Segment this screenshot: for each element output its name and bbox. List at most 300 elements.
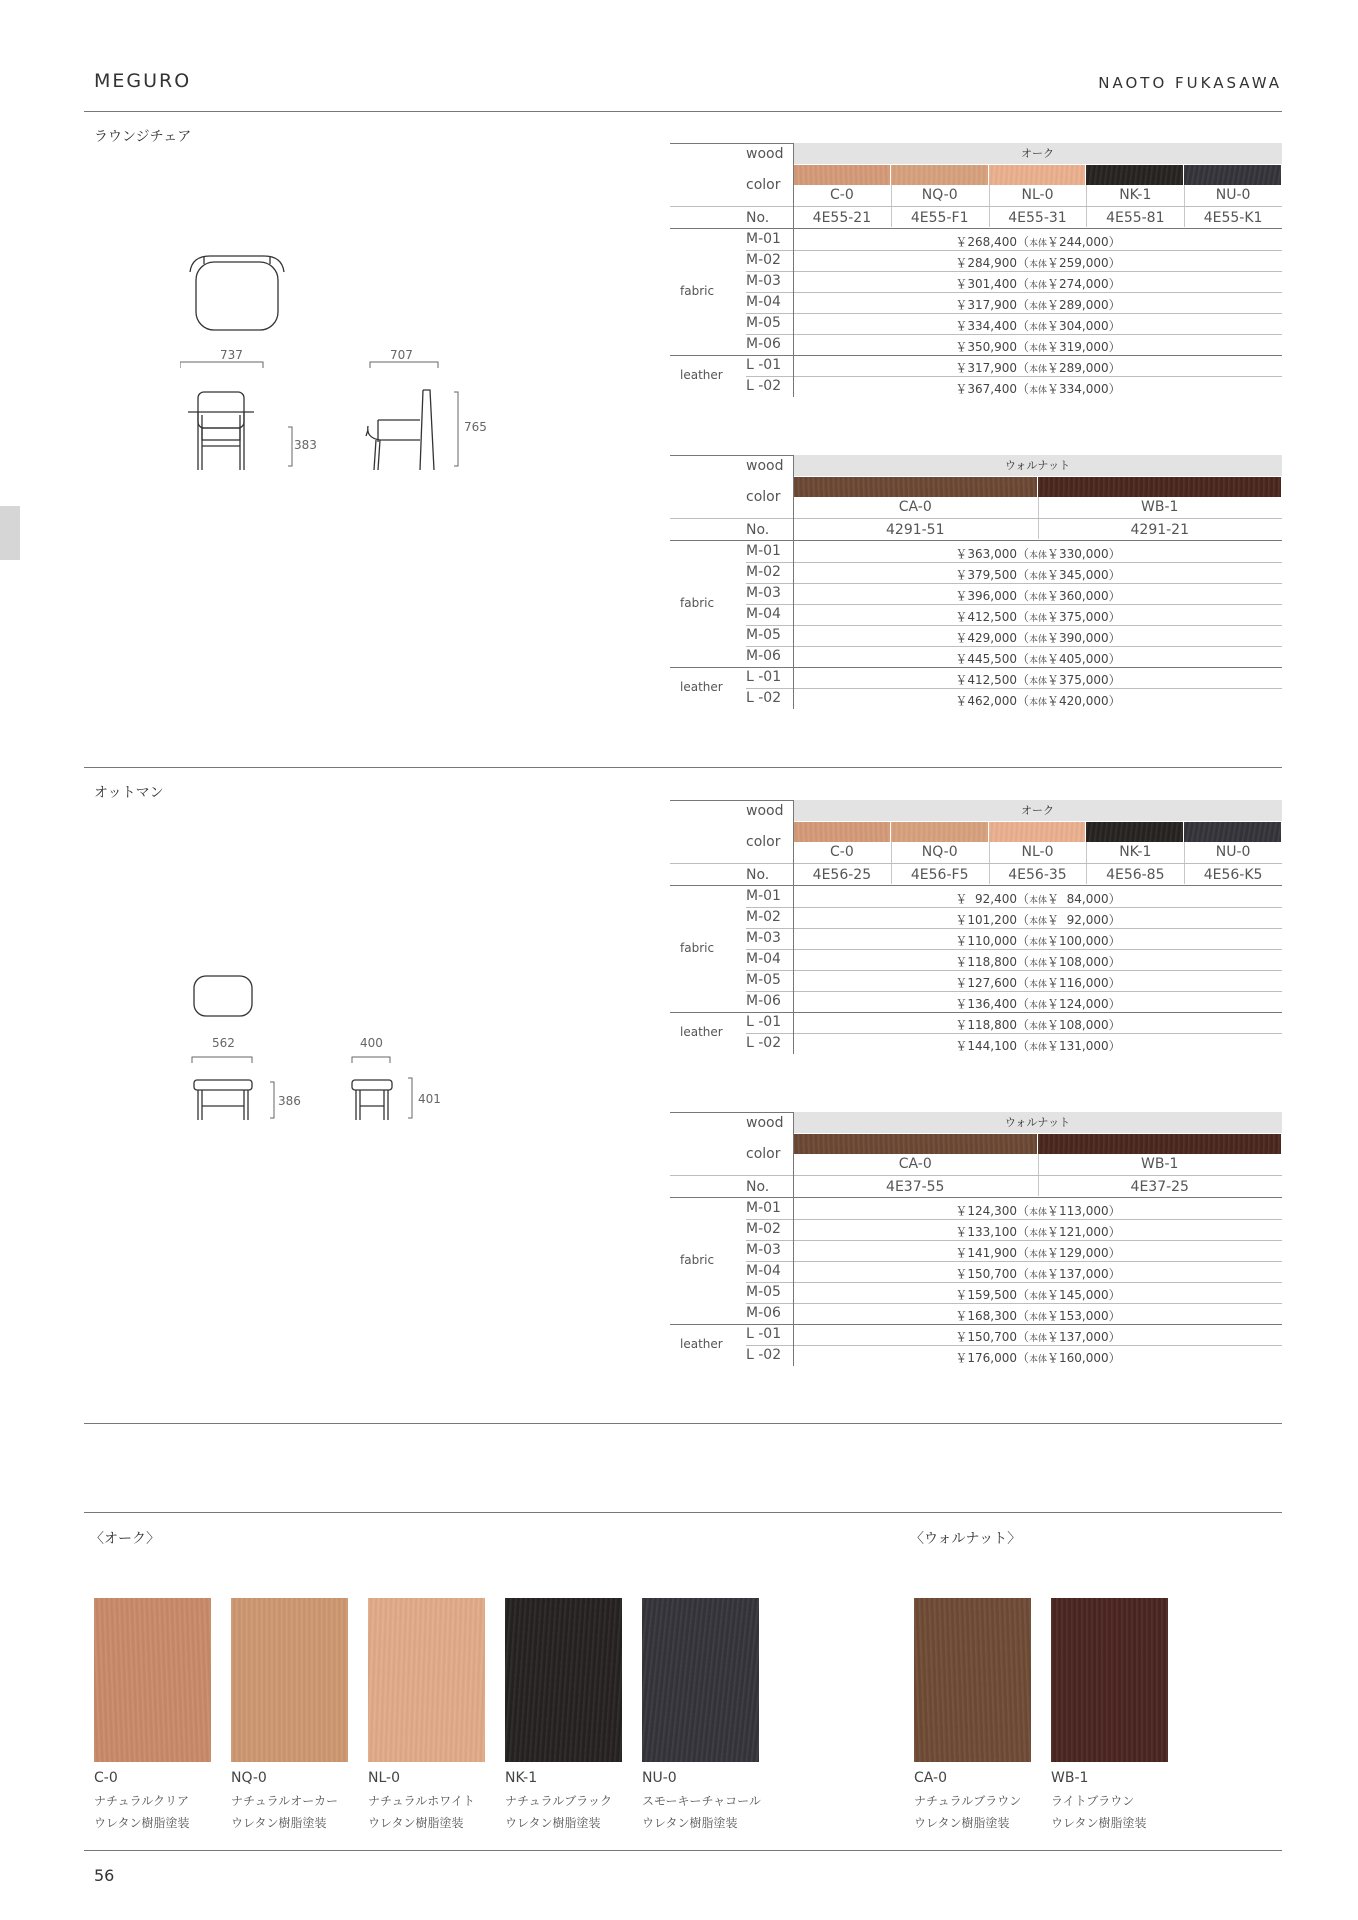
color-code: NK-1: [1119, 187, 1152, 203]
side-index-tab: [0, 506, 20, 560]
price-row: [670, 604, 1282, 625]
ottoman-title: オットマン: [94, 785, 164, 801]
grade-label: M-02: [746, 564, 781, 580]
footer-rule: [84, 1850, 1282, 1851]
price-value: [794, 338, 1282, 355]
wood-swatch-nu-0: [642, 1598, 759, 1762]
price-base: ￥160,000）: [1047, 1351, 1121, 1365]
color-code: C-0: [830, 187, 854, 203]
number-label: No.: [746, 210, 770, 226]
wood-swatch-wb-1: [1051, 1598, 1168, 1762]
tax-note: 本体: [1028, 896, 1047, 906]
grade-label: M-04: [746, 294, 781, 310]
walnut-swatch-title: 〈ウォルナット〉: [910, 1531, 1022, 1547]
price-incl-tax: ￥124,300（: [955, 1204, 1029, 1218]
price-incl-tax: ￥396,000（: [955, 589, 1029, 603]
product-number: 4291-51: [886, 522, 945, 538]
price-row: [670, 271, 1282, 292]
price-base: ￥375,000）: [1047, 610, 1121, 624]
grade-label: L -02: [746, 378, 782, 394]
tax-note: 本体: [1028, 1334, 1047, 1344]
price-value: [794, 890, 1282, 907]
swatch-code: NK-1: [505, 1770, 538, 1786]
swatch-code: CA-0: [914, 1770, 948, 1786]
chair-side-view-icon: [366, 362, 438, 470]
tax-note: 本体: [1028, 1292, 1047, 1302]
price-row: [670, 646, 1282, 667]
ottoman-side-view-icon: [352, 1057, 392, 1120]
price-base: ￥129,000）: [1047, 1246, 1121, 1260]
price-incl-tax: ￥429,000（: [955, 631, 1029, 645]
price-row: [670, 1033, 1282, 1054]
row-rule: [670, 518, 1282, 519]
price-value: [794, 545, 1282, 562]
tax-note: 本体: [1028, 1271, 1047, 1281]
tax-note: 本体: [1028, 593, 1047, 603]
chair-top-view-icon: [190, 256, 284, 330]
price-incl-tax: ￥110,000（: [955, 934, 1029, 948]
price-value: [794, 317, 1282, 334]
price-base: ￥108,000）: [1047, 1018, 1121, 1032]
row-rule: [670, 1175, 1282, 1176]
grade-label: L -02: [746, 1347, 782, 1363]
color-strip-nl-0: [989, 822, 1086, 842]
tax-note: 本体: [1028, 917, 1047, 927]
color-strip-ca-0: [793, 1134, 1037, 1154]
swatch-code: NU-0: [642, 1770, 677, 1786]
price-value: [794, 1349, 1282, 1366]
price-incl-tax: ￥367,400（: [955, 382, 1029, 396]
price-incl-tax: ￥150,700（: [955, 1267, 1029, 1281]
swatch-name: ライトブラウン: [1051, 1794, 1135, 1808]
tax-note: 本体: [1028, 572, 1047, 582]
price-value: [794, 1037, 1282, 1054]
swatch-name: ナチュラルホワイト: [368, 1794, 475, 1808]
tax-note: 本体: [1028, 323, 1047, 333]
tax-note: 本体: [1028, 281, 1047, 291]
wood-name: オーク: [793, 800, 1282, 821]
price-base: ￥405,000）: [1047, 652, 1121, 666]
number-label: No.: [746, 522, 770, 538]
color-label: color: [746, 834, 781, 850]
price-incl-tax: ￥317,900（: [955, 298, 1029, 312]
price-incl-tax: ￥176,000（: [955, 1351, 1029, 1365]
grade-label: L -01: [746, 1326, 782, 1342]
tax-note: 本体: [1028, 938, 1047, 948]
color-strip-nu-0: [1184, 822, 1281, 842]
product-number: 4E56-K5: [1203, 867, 1263, 883]
wood-name: オーク: [793, 143, 1282, 164]
price-base: ￥390,000）: [1047, 631, 1121, 645]
swatch-name: ナチュラルオーカー: [231, 1794, 339, 1808]
leather-label: leather: [680, 1025, 723, 1039]
price-base: ￥289,000）: [1047, 361, 1121, 375]
price-base: ￥108,000）: [1047, 955, 1121, 969]
price-row: [670, 907, 1282, 928]
grade-label: M-06: [746, 648, 781, 664]
height-bracket: [454, 392, 458, 466]
header-rule: [84, 111, 1282, 112]
ottoman-dim-width: 562: [212, 1036, 235, 1050]
grade-label: M-03: [746, 585, 781, 601]
price-value: [794, 296, 1282, 313]
tax-note: 本体: [1028, 239, 1047, 249]
section-rule: [84, 767, 1282, 768]
price-base: ￥131,000）: [1047, 1039, 1121, 1053]
price-value: [794, 1016, 1282, 1033]
swatch-name: ナチュラルブラウン: [914, 1794, 1022, 1808]
grade-label: M-02: [746, 909, 781, 925]
grade-label: M-06: [746, 336, 781, 352]
swatch-code: NL-0: [368, 1770, 400, 1786]
color-strip-nu-0: [1184, 165, 1281, 185]
wood-swatch-nl-0: [368, 1598, 485, 1762]
price-incl-tax: ￥334,400（: [955, 319, 1029, 333]
price-base: ￥304,000）: [1047, 319, 1121, 333]
price-row: [670, 583, 1282, 604]
grade-label: M-05: [746, 1284, 781, 1300]
tax-note: 本体: [1028, 302, 1047, 312]
color-code: NQ-0: [921, 187, 958, 203]
color-code: NL-0: [1021, 187, 1054, 203]
price-incl-tax: ￥144,100（: [955, 1039, 1029, 1053]
price-base: ￥289,000）: [1047, 298, 1121, 312]
price-base: ￥375,000）: [1047, 673, 1121, 687]
tax-note: 本体: [1028, 614, 1047, 624]
color-label: color: [746, 177, 781, 193]
product-number: 4E55-81: [1106, 210, 1165, 226]
price-value: [794, 974, 1282, 991]
price-incl-tax: ￥118,800（: [955, 955, 1029, 969]
ottoman-dim-seat-height: 386: [278, 1094, 301, 1108]
price-incl-tax: ￥101,200（: [955, 913, 1029, 927]
tax-note: 本体: [1028, 1355, 1047, 1365]
price-base: ￥116,000）: [1047, 976, 1121, 990]
price-value: [794, 254, 1282, 271]
grade-label: M-05: [746, 315, 781, 331]
ottoman-front-view-icon: [192, 1057, 252, 1120]
tax-note: 本体: [1028, 1022, 1047, 1032]
wood-swatch-c-0: [94, 1598, 211, 1762]
lounge-chair-title: ラウンジチェア: [94, 129, 192, 145]
price-incl-tax: ￥118,800（: [955, 1018, 1029, 1032]
row-rule: [670, 206, 1282, 207]
grade-label: M-04: [746, 1263, 781, 1279]
price-base: ￥330,000）: [1047, 547, 1121, 561]
price-base: ￥ 92,000）: [1047, 913, 1121, 927]
ottoman-drawing: [180, 970, 460, 1130]
price-base: ￥ 84,000）: [1047, 892, 1121, 906]
wood-label: wood: [746, 146, 784, 162]
price-row: [670, 1345, 1282, 1366]
tax-note: 本体: [1028, 698, 1047, 708]
price-incl-tax: ￥133,100（: [955, 1225, 1029, 1239]
grade-label: M-06: [746, 1305, 781, 1321]
grade-label: M-02: [746, 252, 781, 268]
product-number: 4E55-31: [1008, 210, 1067, 226]
fabric-label: fabric: [680, 941, 715, 955]
price-incl-tax: ￥ 92,400（: [955, 892, 1029, 906]
price-base: ￥137,000）: [1047, 1267, 1121, 1281]
wood-swatch-nq-0: [231, 1598, 348, 1762]
leather-label: leather: [680, 1337, 723, 1351]
color-strip-nk-1: [1086, 165, 1183, 185]
price-row: [670, 229, 1282, 250]
price-incl-tax: ￥363,000（: [955, 547, 1029, 561]
price-value: [794, 1286, 1282, 1303]
grade-label: M-05: [746, 627, 781, 643]
label-divider: [793, 800, 794, 1054]
price-incl-tax: ￥159,500（: [955, 1288, 1029, 1302]
price-incl-tax: ￥379,500（: [955, 568, 1029, 582]
price-row: [670, 1303, 1282, 1324]
price-value: [794, 692, 1282, 709]
price-value: [794, 995, 1282, 1012]
grade-label: M-01: [746, 231, 781, 247]
product-number: 4E56-35: [1008, 867, 1067, 883]
color-label: color: [746, 1146, 781, 1162]
tax-note: 本体: [1028, 1313, 1047, 1323]
label-divider: [793, 455, 794, 709]
ottoman-height-bracket: [408, 1078, 412, 1118]
price-value: [794, 566, 1282, 583]
section-rule: [84, 1423, 1282, 1424]
price-row: [670, 250, 1282, 271]
tax-note: 本体: [1028, 365, 1047, 375]
price-incl-tax: ￥317,900（: [955, 361, 1029, 375]
price-incl-tax: ￥445,500（: [955, 652, 1029, 666]
price-base: ￥259,000）: [1047, 256, 1121, 270]
grade-label: M-02: [746, 1221, 781, 1237]
price-value: [794, 233, 1282, 250]
price-incl-tax: ￥168,300（: [955, 1309, 1029, 1323]
swatch-finish: ウレタン樹脂塗装: [368, 1816, 464, 1830]
price-row: [670, 376, 1282, 397]
price-row: [670, 541, 1282, 562]
price-row: [670, 970, 1282, 991]
price-incl-tax: ￥462,000（: [955, 694, 1029, 708]
tax-note: 本体: [1028, 635, 1047, 645]
price-value: [794, 1328, 1282, 1345]
swatch-rule: [84, 1512, 1282, 1513]
color-code: NU-0: [1215, 844, 1251, 860]
price-row: [670, 688, 1282, 709]
price-value: [794, 932, 1282, 949]
color-strip-c-0: [793, 165, 890, 185]
grade-label: M-06: [746, 993, 781, 1009]
price-value: [794, 911, 1282, 928]
price-value: [794, 587, 1282, 604]
leather-label: leather: [680, 368, 723, 382]
price-base: ￥420,000）: [1047, 694, 1121, 708]
tax-note: 本体: [1028, 1208, 1047, 1218]
price-base: ￥113,000）: [1047, 1204, 1121, 1218]
grade-label: L -01: [746, 1014, 782, 1030]
price-value: [794, 275, 1282, 292]
price-row: [670, 1219, 1282, 1240]
price-incl-tax: ￥412,500（: [955, 673, 1029, 687]
wood-swatch-ca-0: [914, 1598, 1031, 1762]
color-code: CA-0: [898, 1156, 932, 1172]
price-base: ￥360,000）: [1047, 589, 1121, 603]
price-base: ￥145,000）: [1047, 1288, 1121, 1302]
wood-label: wood: [746, 458, 784, 474]
color-strip-nk-1: [1086, 822, 1183, 842]
price-base: ￥274,000）: [1047, 277, 1121, 291]
ottoman-top-view-icon: [194, 976, 252, 1016]
price-base: ￥137,000）: [1047, 1330, 1121, 1344]
price-row: [670, 334, 1282, 355]
swatch-name: スモーキーチャコール: [642, 1794, 761, 1808]
price-row: [670, 292, 1282, 313]
grade-label: L -01: [746, 669, 782, 685]
price-incl-tax: ￥127,600（: [955, 976, 1029, 990]
price-row: [670, 1261, 1282, 1282]
tax-note: 本体: [1028, 1250, 1047, 1260]
label-divider: [793, 1112, 794, 1366]
price-row: [670, 1012, 1282, 1033]
series-title: MEGURO: [94, 70, 192, 92]
tax-note: 本体: [1028, 344, 1047, 354]
color-code: NK-1: [1119, 844, 1152, 860]
color-code: WB-1: [1141, 1156, 1179, 1172]
price-value: [794, 359, 1282, 376]
grade-label: M-03: [746, 930, 781, 946]
wood-label: wood: [746, 1115, 784, 1131]
wood-swatch-nk-1: [505, 1598, 622, 1762]
price-base: ￥244,000）: [1047, 235, 1121, 249]
tax-note: 本体: [1028, 1229, 1047, 1239]
color-label: color: [746, 489, 781, 505]
tax-note: 本体: [1028, 386, 1047, 396]
color-strip-nl-0: [989, 165, 1086, 185]
price-value: [794, 380, 1282, 397]
price-row: [670, 1282, 1282, 1303]
swatch-finish: ウレタン樹脂塗装: [94, 1816, 190, 1830]
color-strip-wb-1: [1038, 477, 1282, 497]
price-value: [794, 1265, 1282, 1282]
color-strip-nq-0: [891, 165, 988, 185]
tax-note: 本体: [1028, 980, 1047, 990]
grade-label: L -01: [746, 357, 782, 373]
oak-swatch-title: 〈オーク〉: [90, 1531, 160, 1547]
fabric-label: fabric: [680, 596, 715, 610]
grade-label: M-01: [746, 1200, 781, 1216]
color-code: C-0: [830, 844, 854, 860]
price-row: [670, 313, 1282, 334]
product-number: 4E56-F5: [910, 867, 969, 883]
dim-depth: 707: [390, 348, 413, 362]
swatch-code: NQ-0: [231, 1770, 267, 1786]
color-strip-wb-1: [1038, 1134, 1282, 1154]
price-base: ￥121,000）: [1047, 1225, 1121, 1239]
grade-label: M-04: [746, 606, 781, 622]
price-incl-tax: ￥350,900（: [955, 340, 1029, 354]
price-incl-tax: ￥301,400（: [955, 277, 1029, 291]
tax-note: 本体: [1028, 656, 1047, 666]
price-row: [670, 991, 1282, 1012]
price-row: [670, 667, 1282, 688]
price-base: ￥319,000）: [1047, 340, 1121, 354]
price-row: [670, 625, 1282, 646]
swatch-finish: ウレタン樹脂塗装: [642, 1816, 738, 1830]
price-base: ￥100,000）: [1047, 934, 1121, 948]
grade-label: M-01: [746, 543, 781, 559]
tax-note: 本体: [1028, 1043, 1047, 1053]
product-number: 4E55-K1: [1203, 210, 1263, 226]
price-incl-tax: ￥141,900（: [955, 1246, 1029, 1260]
product-number: 4291-21: [1130, 522, 1189, 538]
price-row: [670, 1198, 1282, 1219]
swatch-code: WB-1: [1051, 1770, 1089, 1786]
swatch-name: ナチュラルクリア: [94, 1794, 190, 1808]
price-row: [670, 1240, 1282, 1261]
ottoman-dim-depth: 400: [360, 1036, 383, 1050]
product-number: 4E55-F1: [910, 210, 969, 226]
price-row: [670, 928, 1282, 949]
seat-height-bracket: [288, 427, 292, 466]
price-row: [670, 949, 1282, 970]
price-value: [794, 671, 1282, 688]
price-value: [794, 1223, 1282, 1240]
color-code: NU-0: [1215, 187, 1251, 203]
color-strip-ca-0: [793, 477, 1037, 497]
price-incl-tax: ￥284,900（: [955, 256, 1029, 270]
ottoman-dim-height: 401: [418, 1092, 441, 1106]
lounge-chair-drawing: [180, 250, 500, 480]
ottoman-seat-height-bracket: [270, 1082, 274, 1118]
price-value: [794, 1202, 1282, 1219]
swatch-finish: ウレタン樹脂塗装: [505, 1816, 601, 1830]
designer-name: NAOTO FUKASAWA: [1098, 74, 1282, 92]
chair-front-view-icon: [180, 362, 263, 470]
grade-label: M-03: [746, 273, 781, 289]
wood-label: wood: [746, 803, 784, 819]
grade-label: M-03: [746, 1242, 781, 1258]
price-value: [794, 1307, 1282, 1324]
swatch-finish: ウレタン樹脂塗装: [231, 1816, 327, 1830]
price-base: ￥153,000）: [1047, 1309, 1121, 1323]
tax-note: 本体: [1028, 677, 1047, 687]
swatch-name: ナチュラルブラック: [505, 1794, 613, 1808]
grade-label: M-05: [746, 972, 781, 988]
price-row: [670, 562, 1282, 583]
leather-label: leather: [680, 680, 723, 694]
price-value: [794, 629, 1282, 646]
price-value: [794, 650, 1282, 667]
price-base: ￥124,000）: [1047, 997, 1121, 1011]
price-base: ￥345,000）: [1047, 568, 1121, 582]
price-row: [670, 355, 1282, 376]
page-number: 56: [94, 1866, 115, 1885]
fabric-label: fabric: [680, 284, 715, 298]
grade-label: M-04: [746, 951, 781, 967]
grade-label: L -02: [746, 1035, 782, 1051]
product-number: 4E37-55: [886, 1179, 945, 1195]
color-code: NQ-0: [921, 844, 958, 860]
tax-note: 本体: [1028, 1001, 1047, 1011]
price-base: ￥334,000）: [1047, 382, 1121, 396]
swatch-finish: ウレタン樹脂塗装: [1051, 1816, 1147, 1830]
swatch-code: C-0: [94, 1770, 118, 1786]
row-rule: [670, 863, 1282, 864]
price-value: [794, 1244, 1282, 1261]
number-label: No.: [746, 1179, 770, 1195]
product-number: 4E55-21: [812, 210, 872, 226]
price-incl-tax: ￥412,500（: [955, 610, 1029, 624]
fabric-label: fabric: [680, 1253, 715, 1267]
swatch-finish: ウレタン樹脂塗装: [914, 1816, 1010, 1830]
